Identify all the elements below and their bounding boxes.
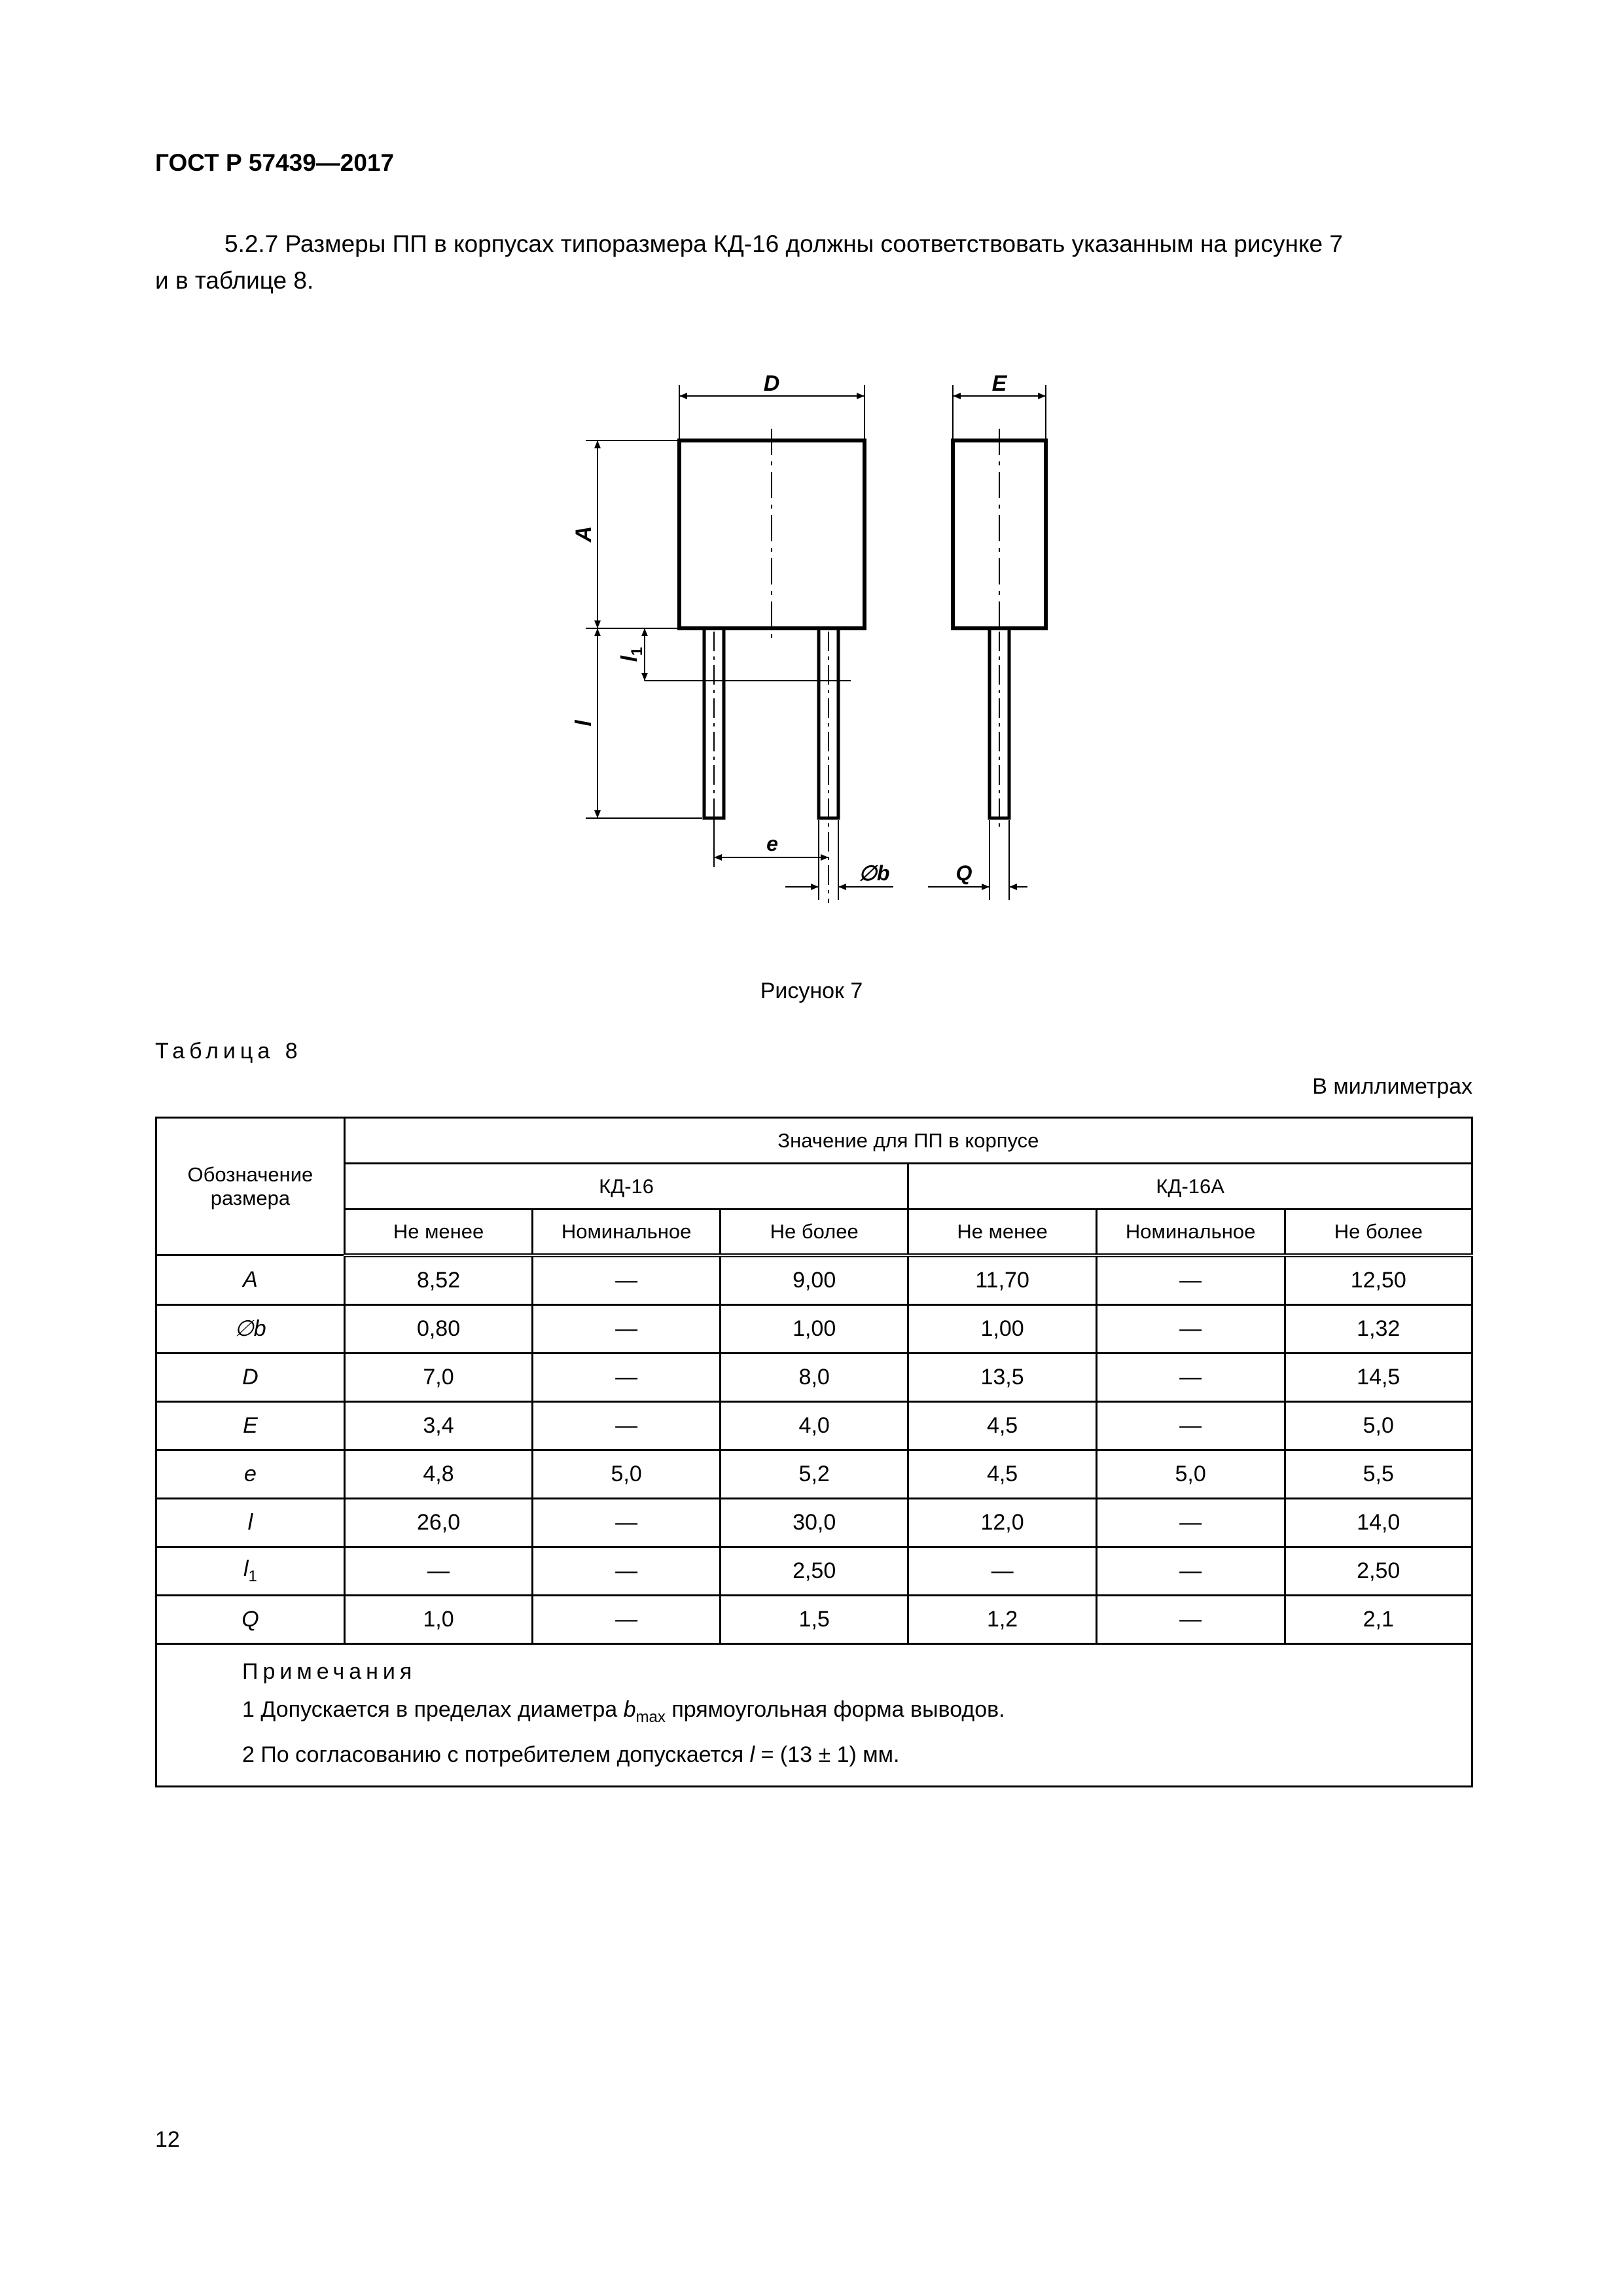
table-cell: 5,0: [1096, 1450, 1285, 1498]
table-cell: 5,0: [1285, 1401, 1472, 1450]
table-row: [156, 1304, 1472, 1353]
table-cell: 1,0: [344, 1595, 532, 1643]
table-cell: —: [1096, 1304, 1285, 1353]
group-kd16a: КД-16А: [908, 1164, 1472, 1210]
notes-title: Примечания: [242, 1659, 417, 1684]
table-cell: —: [533, 1304, 721, 1353]
dim-A-label: A: [571, 526, 596, 543]
table-title: Таблица 8: [155, 1039, 302, 1064]
table-cell: 5,0: [533, 1450, 721, 1498]
table-cell: 0,80: [344, 1304, 532, 1353]
table-cell: 4,5: [908, 1450, 1096, 1498]
table-row: [156, 1547, 1472, 1595]
subcol-header: Номинальное: [1096, 1210, 1285, 1255]
table-row: [156, 1401, 1472, 1450]
subcol-header: Номинальное: [533, 1210, 721, 1255]
table-cell: 8,52: [344, 1255, 532, 1305]
table-cell: 2,1: [1285, 1595, 1472, 1643]
dimensions-table: [155, 1117, 1473, 1787]
table-cell: 8,0: [720, 1353, 908, 1401]
table-cell: 12,50: [1285, 1255, 1472, 1305]
table-notes: [156, 1643, 1472, 1787]
table-row: [156, 1595, 1472, 1643]
dim-E-label: E: [991, 371, 1007, 396]
table-cell: 14,5: [1285, 1353, 1472, 1401]
figure-caption: Рисунок 7: [760, 978, 863, 1003]
table-cell: 12,0: [908, 1498, 1096, 1547]
subcol-header: Не менее: [344, 1210, 532, 1255]
table-cell: —: [344, 1547, 532, 1595]
note-2: 2 По согласованию с потребителем допускается l = (13 ± 1) мм.: [242, 1742, 900, 1768]
table-cell: —: [908, 1547, 1096, 1595]
standard-header: ГОСТ Р 57439—2017: [155, 149, 395, 176]
table-cell: 1,32: [1285, 1304, 1472, 1353]
table-cell: —: [533, 1255, 721, 1305]
table-cell: —: [533, 1547, 721, 1595]
table-cell: 14,0: [1285, 1498, 1472, 1547]
table-cell: 1,00: [720, 1304, 908, 1353]
table-cell: 1,00: [908, 1304, 1096, 1353]
table-cell: 2,50: [720, 1547, 908, 1595]
table-cell: 9,00: [720, 1255, 908, 1305]
table-cell: —: [1096, 1255, 1285, 1305]
dim-l1-label: $l_1$: [617, 647, 646, 662]
table-cell: —: [1096, 1401, 1285, 1450]
dim-l-label: l: [571, 720, 596, 726]
table-cell: —: [1096, 1547, 1285, 1595]
table-cell: 11,70: [908, 1255, 1096, 1305]
col-designation: Обозначение размера: [156, 1118, 345, 1255]
row-designation: ∅b: [156, 1304, 345, 1353]
row-designation: E: [156, 1401, 345, 1450]
dim-D-label: D: [763, 371, 780, 396]
subcol-header: Не более: [720, 1210, 908, 1255]
row-designation: $l_1$: [156, 1547, 345, 1595]
table-cell: —: [533, 1353, 721, 1401]
table-row: [156, 1450, 1472, 1498]
dim-e-label: e: [766, 832, 778, 855]
row-designation: e: [156, 1450, 345, 1498]
group-kd16: КД-16: [344, 1164, 908, 1210]
subcol-header: Не менее: [908, 1210, 1096, 1255]
table-cell: 1,5: [720, 1595, 908, 1643]
note-1: 1 Допускается в пределах диаметра $b_{max}$ прямоугольная форма выводов.: [242, 1696, 1005, 1726]
table-cell: —: [533, 1498, 721, 1547]
dim-Q-label: Q: [955, 861, 972, 885]
table-cell: 1,2: [908, 1595, 1096, 1643]
table-cell: 4,5: [908, 1401, 1096, 1450]
row-designation: Q: [156, 1595, 345, 1643]
table-cell: —: [533, 1595, 721, 1643]
table-cell: 26,0: [344, 1498, 532, 1547]
intro-line-2: и в таблице 8.: [155, 267, 314, 294]
row-designation: A: [156, 1255, 345, 1305]
intro-line-1: 5.2.7 Размеры ПП в корпусах типоразмера КД-16 должны соответствовать указанным на рисунке 7: [224, 230, 1343, 257]
table-cell: 5,2: [720, 1450, 908, 1498]
table-row: [156, 1255, 1472, 1305]
table-row: [156, 1498, 1472, 1547]
subcol-header: Не более: [1285, 1210, 1472, 1255]
table-cell: 4,0: [720, 1401, 908, 1450]
table-units: В миллиметрах: [1312, 1074, 1472, 1099]
table-cell: 3,4: [344, 1401, 532, 1450]
row-designation: D: [156, 1353, 345, 1401]
table-cell: —: [1096, 1353, 1285, 1401]
row-designation: l: [156, 1498, 345, 1547]
dim-b-label: ∅b: [859, 861, 890, 885]
table-cell: —: [1096, 1595, 1285, 1643]
table-cell: 13,5: [908, 1353, 1096, 1401]
table-cell: 5,5: [1285, 1450, 1472, 1498]
table-cell: 7,0: [344, 1353, 532, 1401]
col-value: Значение для ПП в корпусе: [344, 1118, 1472, 1164]
table-cell: 30,0: [720, 1498, 908, 1547]
page-number: 12: [155, 2127, 180, 2152]
table-row: [156, 1353, 1472, 1401]
table-cell: —: [533, 1401, 721, 1450]
table-cell: 2,50: [1285, 1547, 1472, 1595]
table-cell: 4,8: [344, 1450, 532, 1498]
component-drawing: [0, 0, 1623, 956]
table-cell: —: [1096, 1498, 1285, 1547]
